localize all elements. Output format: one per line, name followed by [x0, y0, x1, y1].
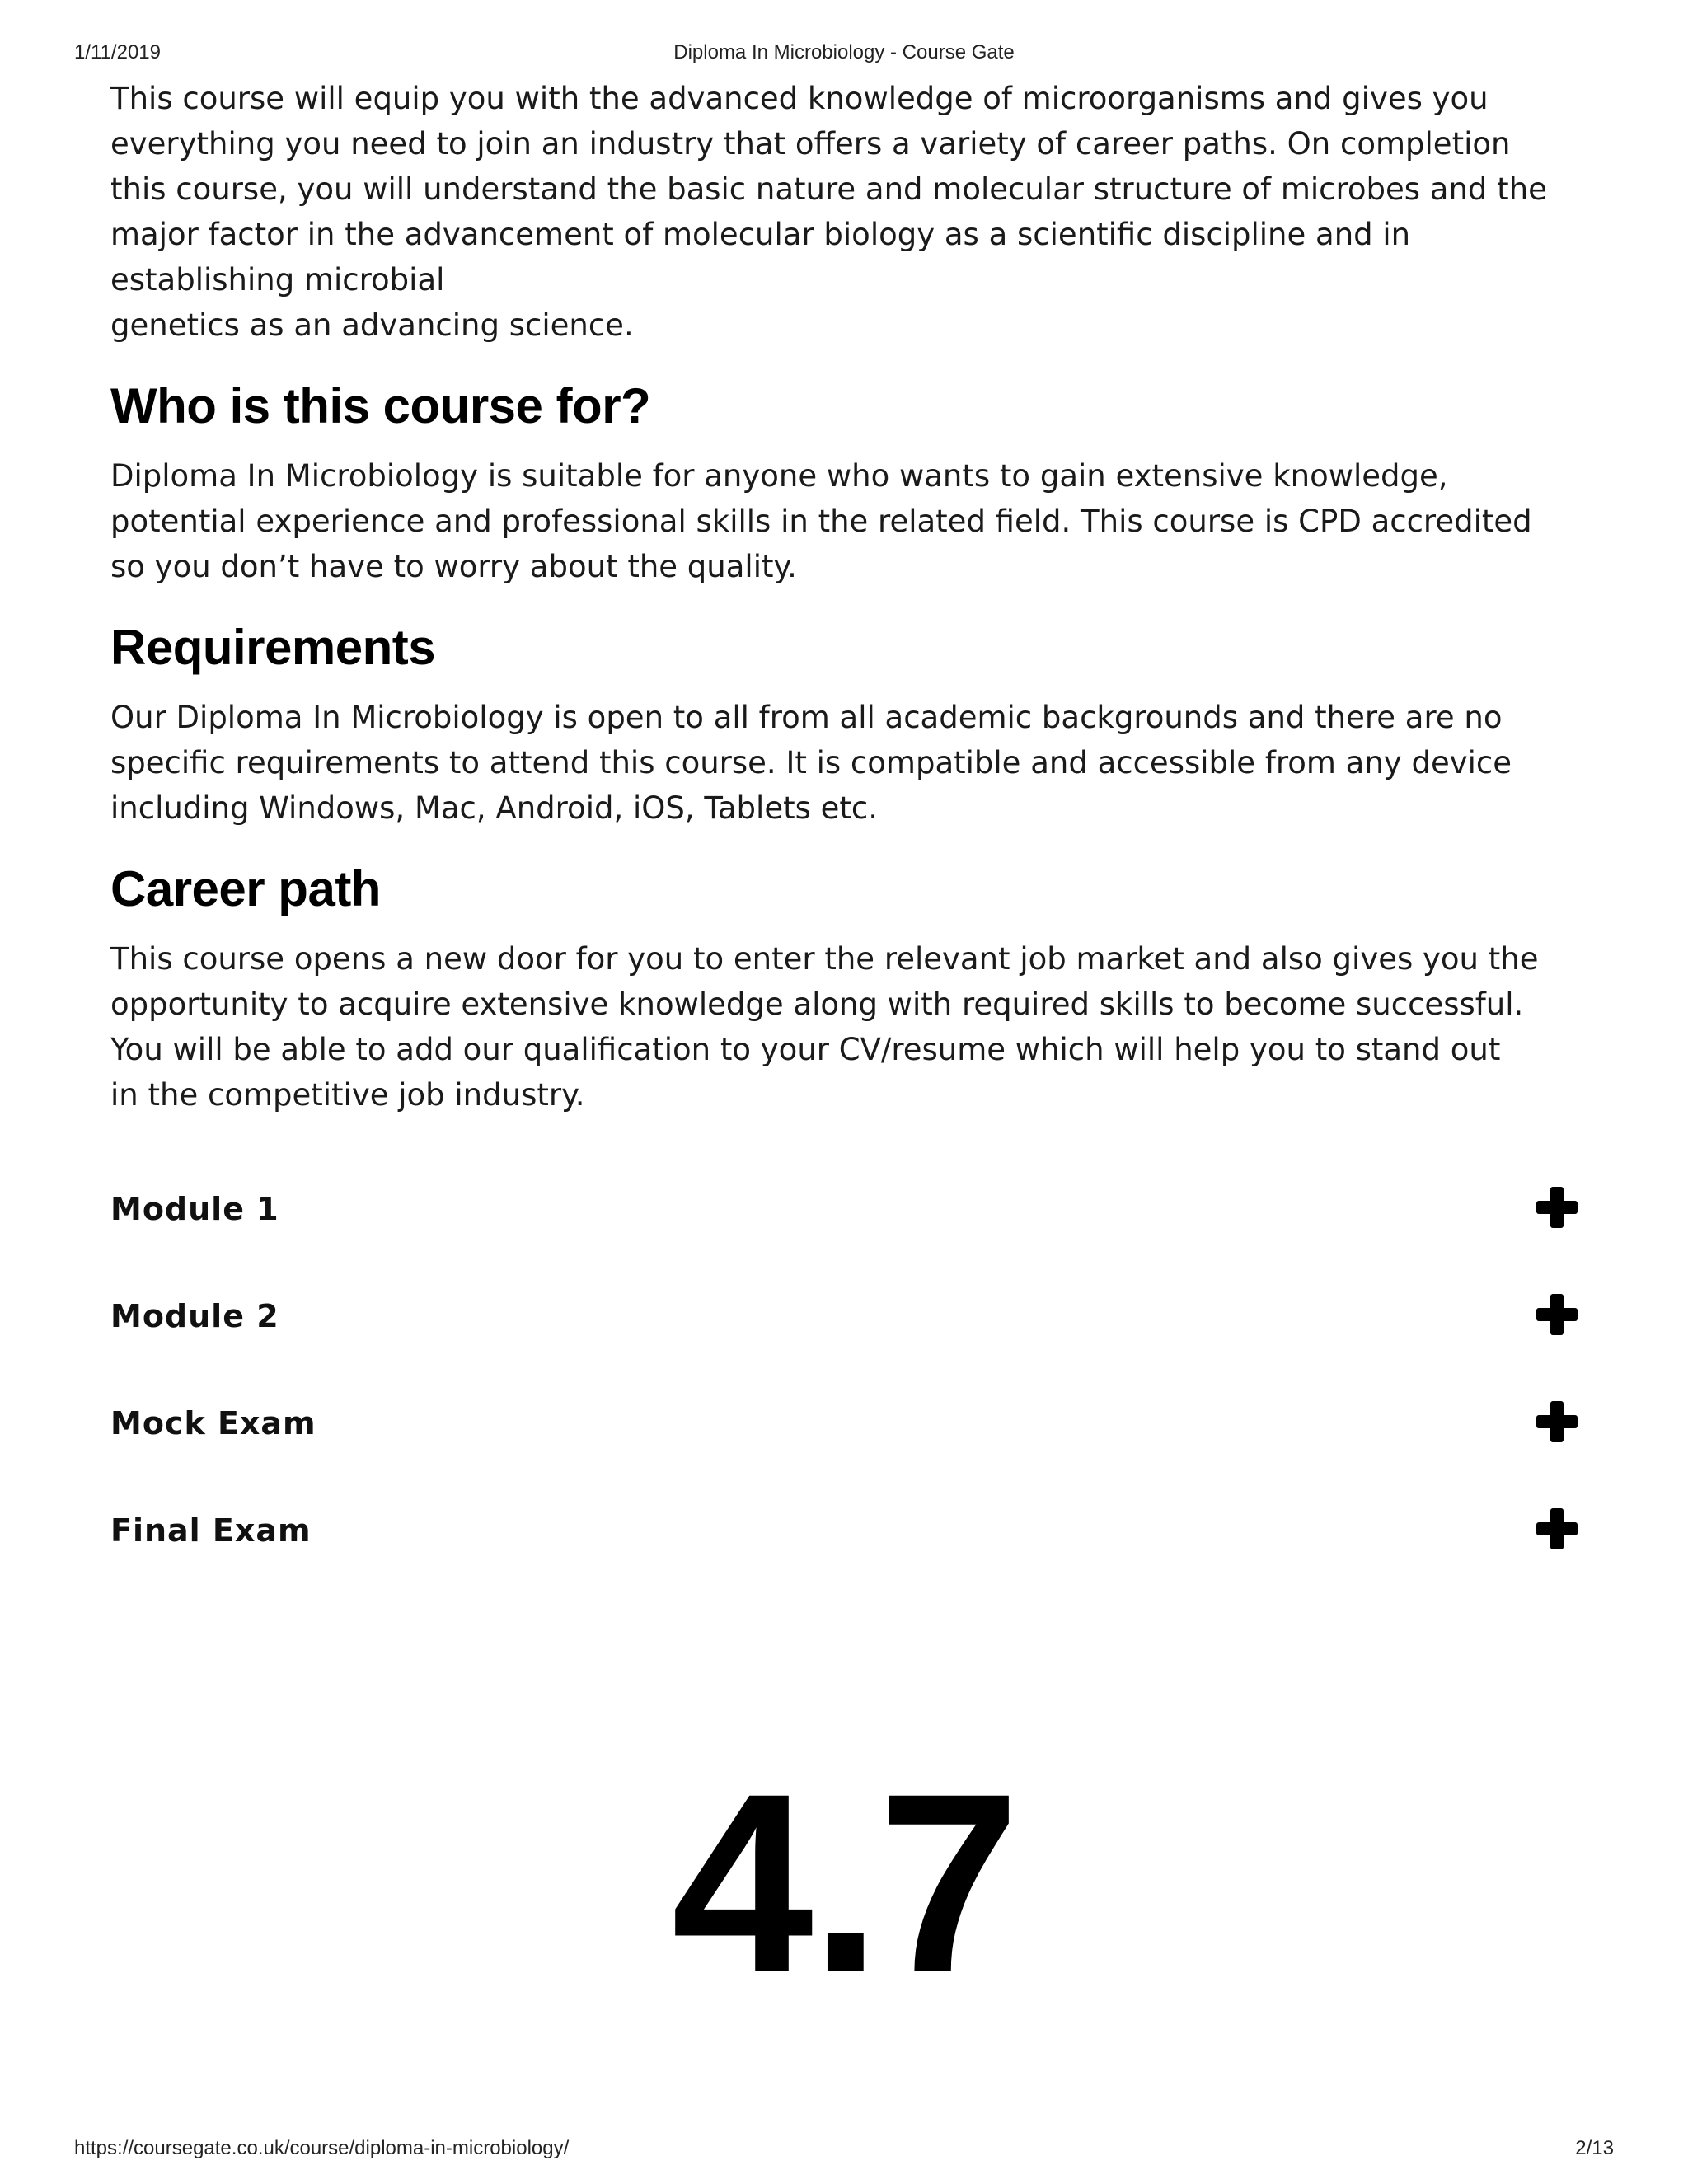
requirements-line: Our Diploma In Microbiology is open to all from all academic backgrounds and there are no	[110, 700, 1503, 735]
course-description	[110, 76, 1586, 1118]
intro-line: everything you need to join an industry that offers a variety of career paths. On completion	[110, 126, 1511, 162]
plus-icon[interactable]	[1536, 1294, 1578, 1335]
career-line: This course opens a new door for you to enter the relevant job market and also gives you the	[110, 941, 1539, 977]
module-label: Final Exam	[110, 1512, 312, 1549]
who-paragraph	[110, 453, 1586, 589]
intro-line: major factor in the advancement of molecular biology as a scientific discipline and in	[110, 217, 1411, 252]
career-line: in the competitive job industry.	[110, 1077, 585, 1113]
who-line: Diploma In Microbiology is suitable for anyone who wants to gain extensive knowledge,	[110, 458, 1448, 494]
module-label: Module 2	[110, 1298, 279, 1334]
curriculum-accordion	[110, 1179, 1578, 1607]
career-line: opportunity to acquire extensive knowledge along with required skills to become successful.	[110, 987, 1524, 1022]
intro-paragraph	[110, 76, 1586, 348]
print-page-number: 2/13	[1575, 2137, 1614, 2159]
requirements-line: specific requirements to attend this course. It is compatible and accessible from any device	[110, 745, 1512, 780]
print-footer	[74, 2137, 1614, 2162]
career-paragraph	[110, 936, 1586, 1118]
intro-line: genetics as an advancing science.	[110, 307, 634, 343]
career-line: You will be able to add our qualification to your CV/resume which will help you to stand out	[110, 1032, 1501, 1067]
intro-line: this course, you will understand the basic nature and molecular structure of microbes and the	[110, 171, 1547, 207]
who-heading: Who is this course for?	[110, 378, 651, 434]
who-line: so you don’t have to worry about the quality.	[110, 549, 797, 584]
print-url: https://coursegate.co.uk/course/diploma-in-microbiology/	[74, 2137, 570, 2159]
career-heading: Career path	[110, 861, 381, 916]
print-date: 1/11/2019	[74, 41, 161, 63]
intro-line: This course will equip you with the advanced knowledge of microorganisms and gives you	[110, 81, 1489, 116]
plus-icon[interactable]	[1536, 1187, 1578, 1228]
module-label: Mock Exam	[110, 1405, 316, 1441]
who-line: potential experience and professional skills in the related field. This course is CPD accredited	[110, 504, 1532, 539]
intro-line: establishing microbial	[110, 262, 445, 298]
rating-score: 4.7	[671, 1740, 1017, 2026]
requirements-paragraph	[110, 695, 1586, 831]
print-header	[74, 41, 1614, 66]
module-2-toggle[interactable]	[110, 1286, 1578, 1393]
requirements-line: including Windows, Mac, Android, iOS, Tablets etc.	[110, 790, 878, 826]
print-title: Diploma In Microbiology - Course Gate	[673, 41, 1015, 63]
plus-icon[interactable]	[1536, 1401, 1578, 1442]
module-1-toggle[interactable]	[110, 1179, 1578, 1286]
mock-exam-toggle[interactable]	[110, 1393, 1578, 1500]
plus-icon[interactable]	[1536, 1508, 1578, 1549]
module-label: Module 1	[110, 1191, 279, 1227]
final-exam-toggle[interactable]	[110, 1500, 1578, 1607]
requirements-heading: Requirements	[110, 620, 436, 675]
